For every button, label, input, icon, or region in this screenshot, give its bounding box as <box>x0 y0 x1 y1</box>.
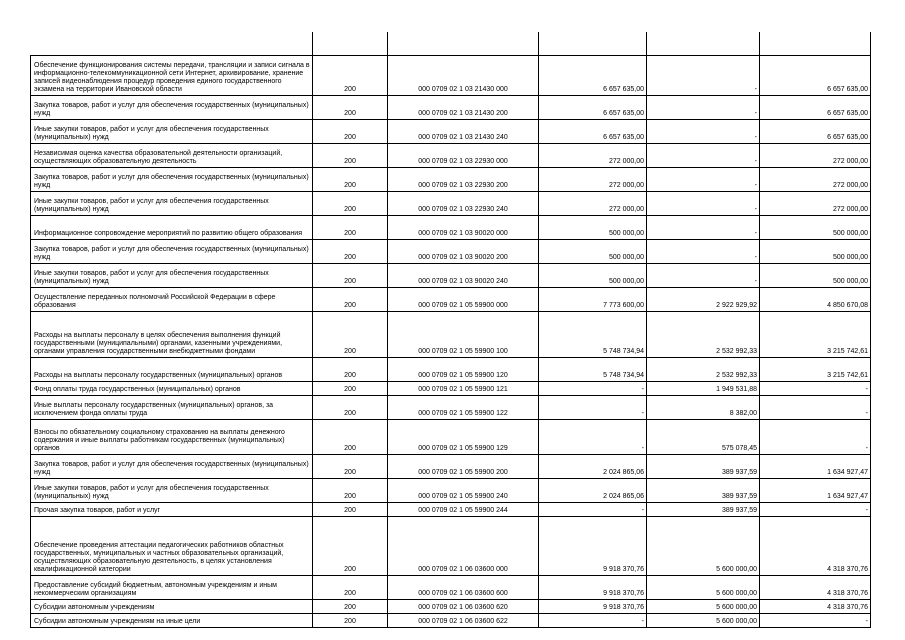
row-budget-classification-code: 000 0709 02 1 03 22930 240 <box>388 192 539 216</box>
row-approved-amount: 9 918 370,76 <box>539 600 647 614</box>
row-name: Субсидии автономным учреждениям на иные цели <box>31 614 313 628</box>
table-row <box>31 396 871 420</box>
row-name: Прочая закупка товаров, работ и услуг <box>31 503 313 517</box>
row-executed-amount: 2 922 929,92 <box>647 288 760 312</box>
row-line-code: 200 <box>313 396 388 420</box>
row-approved-amount: 272 000,00 <box>539 168 647 192</box>
budget-execution-table <box>30 32 871 628</box>
row-name: Расходы на выплаты персоналу государственных (муниципальных) органов <box>31 358 313 382</box>
row-line-code: 200 <box>313 600 388 614</box>
row-approved-amount: 500 000,00 <box>539 264 647 288</box>
row-executed-amount: 575 078,45 <box>647 420 760 455</box>
row-line-code: 200 <box>313 240 388 264</box>
row-budget-classification-code: 000 0709 02 1 06 03600 000 <box>388 517 539 576</box>
row-approved-amount: 5 748 734,94 <box>539 312 647 358</box>
row-unexecuted-amount: - <box>760 396 871 420</box>
row-unexecuted-amount: 4 318 370,76 <box>760 517 871 576</box>
row-name: Иные закупки товаров, работ и услуг для обеспечения государственных (муниципальных) нужд <box>31 192 313 216</box>
table-row <box>31 240 871 264</box>
row-name: Субсидии автономным учреждениям <box>31 600 313 614</box>
row-executed-amount: 8 382,00 <box>647 396 760 420</box>
row-budget-classification-code: 000 0709 02 1 05 59900 200 <box>388 455 539 479</box>
row-line-code: 200 <box>313 168 388 192</box>
row-line-code: 200 <box>313 479 388 503</box>
row-approved-amount: 500 000,00 <box>539 240 647 264</box>
row-budget-classification-code: 000 0709 02 1 05 59900 244 <box>388 503 539 517</box>
row-unexecuted-amount: 6 657 635,00 <box>760 56 871 96</box>
row-approved-amount: - <box>539 382 647 396</box>
row-line-code: 200 <box>313 455 388 479</box>
row-unexecuted-amount: 6 657 635,00 <box>760 120 871 144</box>
table-row <box>31 382 871 396</box>
row-unexecuted-amount: - <box>760 420 871 455</box>
table-row <box>31 600 871 614</box>
table-row <box>31 192 871 216</box>
row-executed-amount: 389 937,59 <box>647 455 760 479</box>
row-name: Закупка товаров, работ и услуг для обеспечения государственных (муниципальных) нужд <box>31 168 313 192</box>
row-unexecuted-amount: 272 000,00 <box>760 144 871 168</box>
row-name: Закупка товаров, работ и услуг для обеспечения государственных (муниципальных) нужд <box>31 240 313 264</box>
table-row <box>31 455 871 479</box>
row-executed-amount: - <box>647 192 760 216</box>
row-budget-classification-code: 000 0709 02 1 05 59900 100 <box>388 312 539 358</box>
row-name: Расходы на выплаты персоналу в целях обеспечения выполнения функций государственными (муниципальными) органами, казенными учреждениями, органами управления государственными внебюджетными фондами <box>31 312 313 358</box>
row-line-code: 200 <box>313 288 388 312</box>
row-executed-amount: - <box>647 216 760 240</box>
row-executed-amount: 389 937,59 <box>647 503 760 517</box>
row-name: Иные закупки товаров, работ и услуг для обеспечения государственных (муниципальных) нужд <box>31 120 313 144</box>
row-unexecuted-amount: 3 215 742,61 <box>760 312 871 358</box>
row-name: Обеспечение проведения аттестации педагогических работников областных государственных, муниципальных и частных образовательных организаций, осуществляющих образовательную деятельность, в целях установления квалификационной категории <box>31 517 313 576</box>
table-row <box>31 420 871 455</box>
row-line-code: 200 <box>313 382 388 396</box>
row-line-code: 200 <box>313 358 388 382</box>
row-approved-amount: 6 657 635,00 <box>539 120 647 144</box>
row-executed-amount: 5 600 000,00 <box>647 576 760 600</box>
row-unexecuted-amount: 272 000,00 <box>760 192 871 216</box>
row-line-code: 200 <box>313 264 388 288</box>
row-approved-amount: 9 918 370,76 <box>539 517 647 576</box>
row-unexecuted-amount: 272 000,00 <box>760 168 871 192</box>
row-unexecuted-amount: 3 215 742,61 <box>760 358 871 382</box>
table-row <box>31 144 871 168</box>
row-approved-amount: - <box>539 396 647 420</box>
row-budget-classification-code: 000 0709 02 1 06 03600 620 <box>388 600 539 614</box>
row-executed-amount: - <box>647 240 760 264</box>
row-approved-amount: - <box>539 614 647 628</box>
row-line-code: 200 <box>313 503 388 517</box>
row-line-code: 200 <box>313 420 388 455</box>
table-row <box>31 96 871 120</box>
budget-report-sheet <box>30 32 870 628</box>
row-executed-amount: 5 600 000,00 <box>647 614 760 628</box>
table-row <box>31 264 871 288</box>
table-row <box>31 517 871 576</box>
row-unexecuted-amount: 500 000,00 <box>760 216 871 240</box>
row-line-code: 200 <box>313 144 388 168</box>
row-approved-amount: - <box>539 420 647 455</box>
row-executed-amount: 2 532 992,33 <box>647 312 760 358</box>
row-budget-classification-code: 000 0709 02 1 03 21430 240 <box>388 120 539 144</box>
row-name: Фонд оплаты труда государственных (муниципальных) органов <box>31 382 313 396</box>
row-unexecuted-amount: 6 657 635,00 <box>760 96 871 120</box>
row-name: Предоставление субсидий бюджетным, автономным учреждениям и иным некоммерческим организациям <box>31 576 313 600</box>
row-budget-classification-code: 000 0709 02 1 05 59900 129 <box>388 420 539 455</box>
row-approved-amount: 7 773 600,00 <box>539 288 647 312</box>
row-unexecuted-amount: - <box>760 614 871 628</box>
row-executed-amount: - <box>647 56 760 96</box>
row-executed-amount: 1 949 531,88 <box>647 382 760 396</box>
row-name: Взносы по обязательному социальному страхованию на выплаты денежного содержания и иные выплаты работникам государственных (муниципальных) органов <box>31 420 313 455</box>
table-row <box>31 168 871 192</box>
row-name: Закупка товаров, работ и услуг для обеспечения государственных (муниципальных) нужд <box>31 455 313 479</box>
table-row <box>31 56 871 96</box>
row-executed-amount: 2 532 992,33 <box>647 358 760 382</box>
table-row <box>31 358 871 382</box>
row-budget-classification-code: 000 0709 02 1 05 59900 120 <box>388 358 539 382</box>
row-approved-amount: 5 748 734,94 <box>539 358 647 382</box>
row-unexecuted-amount: 1 634 927,47 <box>760 479 871 503</box>
row-name: Иные закупки товаров, работ и услуг для обеспечения государственных (муниципальных) нужд <box>31 479 313 503</box>
row-budget-classification-code: 000 0709 02 1 06 03600 622 <box>388 614 539 628</box>
row-unexecuted-amount: - <box>760 503 871 517</box>
table-row <box>31 312 871 358</box>
row-budget-classification-code: 000 0709 02 1 03 90020 200 <box>388 240 539 264</box>
row-line-code: 200 <box>313 192 388 216</box>
row-budget-classification-code: 000 0709 02 1 06 03600 600 <box>388 576 539 600</box>
row-executed-amount: - <box>647 168 760 192</box>
row-line-code: 200 <box>313 56 388 96</box>
row-unexecuted-amount: - <box>760 382 871 396</box>
row-budget-classification-code: 000 0709 02 1 03 90020 240 <box>388 264 539 288</box>
row-budget-classification-code: 000 0709 02 1 03 22930 200 <box>388 168 539 192</box>
row-unexecuted-amount: 500 000,00 <box>760 264 871 288</box>
row-budget-classification-code: 000 0709 02 1 05 59900 121 <box>388 382 539 396</box>
row-line-code: 200 <box>313 576 388 600</box>
row-line-code: 200 <box>313 517 388 576</box>
row-unexecuted-amount: 500 000,00 <box>760 240 871 264</box>
row-executed-amount: - <box>647 96 760 120</box>
row-approved-amount: 2 024 865,06 <box>539 479 647 503</box>
row-name: Иные выплаты персоналу государственных (муниципальных) органов, за исключением фонда оплаты труда <box>31 396 313 420</box>
row-executed-amount: 389 937,59 <box>647 479 760 503</box>
row-budget-classification-code: 000 0709 02 1 05 59900 000 <box>388 288 539 312</box>
table-row <box>31 120 871 144</box>
row-executed-amount: - <box>647 264 760 288</box>
row-budget-classification-code: 000 0709 02 1 05 59900 240 <box>388 479 539 503</box>
table-body <box>31 32 871 628</box>
row-name: Осуществление переданных полномочий Российской Федерации в сфере образования <box>31 288 313 312</box>
table-row <box>31 216 871 240</box>
row-approved-amount: 9 918 370,76 <box>539 576 647 600</box>
row-name: Информационное сопровождение мероприятий по развитию общего образования <box>31 216 313 240</box>
table-row <box>31 503 871 517</box>
row-name: Иные закупки товаров, работ и услуг для обеспечения государственных (муниципальных) нужд <box>31 264 313 288</box>
row-budget-classification-code: 000 0709 02 1 03 22930 000 <box>388 144 539 168</box>
table-row <box>31 614 871 628</box>
row-executed-amount: 5 600 000,00 <box>647 600 760 614</box>
row-approved-amount: 500 000,00 <box>539 216 647 240</box>
row-line-code: 200 <box>313 216 388 240</box>
row-executed-amount: - <box>647 144 760 168</box>
row-line-code: 200 <box>313 96 388 120</box>
row-unexecuted-amount: 1 634 927,47 <box>760 455 871 479</box>
row-line-code: 200 <box>313 614 388 628</box>
row-executed-amount: 5 600 000,00 <box>647 517 760 576</box>
row-approved-amount: 6 657 635,00 <box>539 96 647 120</box>
row-unexecuted-amount: 4 318 370,76 <box>760 600 871 614</box>
table-row <box>31 479 871 503</box>
row-unexecuted-amount: 4 318 370,76 <box>760 576 871 600</box>
row-executed-amount: - <box>647 120 760 144</box>
row-name: Закупка товаров, работ и услуг для обеспечения государственных (муниципальных) нужд <box>31 96 313 120</box>
row-line-code: 200 <box>313 120 388 144</box>
row-approved-amount: 272 000,00 <box>539 144 647 168</box>
row-budget-classification-code: 000 0709 02 1 03 21430 200 <box>388 96 539 120</box>
row-approved-amount: 6 657 635,00 <box>539 56 647 96</box>
row-budget-classification-code: 000 0709 02 1 03 21430 000 <box>388 56 539 96</box>
row-name: Независимая оценка качества образовательной деятельности организаций, осуществляющих образовательную деятельность <box>31 144 313 168</box>
table-row <box>31 576 871 600</box>
row-budget-classification-code: 000 0709 02 1 05 59900 122 <box>388 396 539 420</box>
row-approved-amount: 272 000,00 <box>539 192 647 216</box>
row-name: Обеспечение функционирования системы передачи, трансляции и записи сигнала в информационно-телекоммуникационной сети Интернет, архивирование, хранение записей видеонаблюдения процедур проведения единого государственного экзамена на территории Ивановской области <box>31 56 313 96</box>
row-budget-classification-code: 000 0709 02 1 03 90020 000 <box>388 216 539 240</box>
row-line-code: 200 <box>313 312 388 358</box>
table-row <box>31 288 871 312</box>
row-unexecuted-amount: 4 850 670,08 <box>760 288 871 312</box>
row-approved-amount: - <box>539 503 647 517</box>
row-approved-amount: 2 024 865,06 <box>539 455 647 479</box>
table-top-rules <box>31 32 871 56</box>
